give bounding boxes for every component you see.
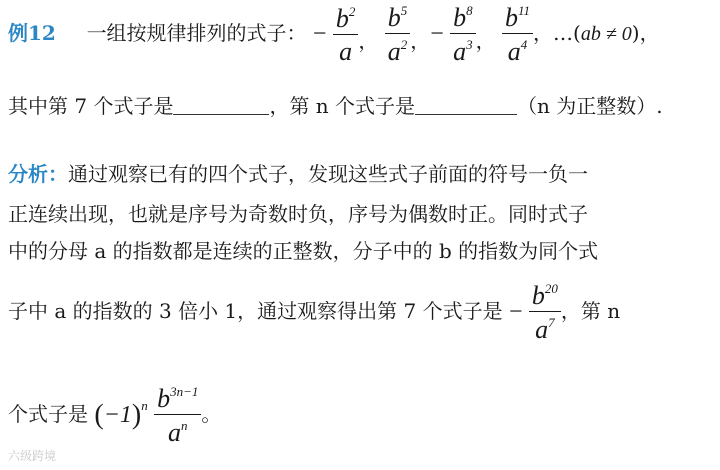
answer-n-sign: −1 [103, 402, 132, 428]
analysis-line-5: 个式子是 $(-1)^n$ $\frac{b^{3n-1}}{a^n}$ 。 [8, 384, 222, 447]
term-3-sign: − [430, 21, 444, 47]
analysis-line-3: 中的分母 a 的指数都是连续的正整数，分子中的 b 的指数为同个式 [8, 239, 599, 263]
example-intro: 一组按规律排列的式子： [86, 21, 307, 45]
answer-blank-n[interactable] [415, 98, 517, 115]
question-part-1: 其中第 7 个式子是 [8, 94, 174, 118]
example-label: 例12 [8, 21, 56, 45]
term-3-fraction: $\frac{b^8}{a^3}$ [450, 4, 476, 65]
analysis-line-1: 分析：通过观察已有的四个式子，发现这些式子前面的符号一负一 [8, 162, 588, 186]
term-4-fraction: $\frac{b^{11}}{a^4}$ [502, 4, 533, 65]
analysis-line-2: 正连续出现，也就是序号为奇数时负，序号为偶数时正。同时式子 [8, 202, 588, 226]
analysis-label: 分析： [8, 162, 68, 186]
example-line-2 [8, 90, 663, 119]
term-1-sign: − [312, 21, 327, 47]
example-close: )， [631, 21, 660, 45]
answer-n-power: n [141, 398, 148, 413]
answer-7-sign: − [508, 299, 523, 325]
answer-blank-7[interactable] [173, 98, 269, 115]
answer-7-fraction: $\frac{b^{20}}{a^7}$ [529, 282, 561, 343]
term-1-fraction: $\frac{b^2}{a}$ [333, 5, 359, 65]
answer-n-fraction: $\frac{b^{3n-1}}{a^n}$ [154, 385, 201, 446]
watermark-logo: 六级跨境 [8, 449, 57, 463]
term-2-fraction: $\frac{b^5}{a^2}$ [385, 4, 411, 65]
example-condition: ab ≠ 0 [580, 23, 632, 45]
question-part-3: （n 为正整数）. [517, 94, 663, 118]
question-part-2: ，第 n 个式子是 [269, 94, 416, 118]
example-line-1: 例12 一组按规律排列的式子： − $\frac{b^2}{a}$ ， $\frac{b^5}{a^2}$ ，− $\frac{b^8}{a^3}$ ， $\frac{b^{11}}{a^4}$ ，…(ab ≠ 0)， [8, 3, 660, 66]
example-tail: ，…( [533, 21, 581, 45]
analysis-line-4: 子中 a 的指数的 3 倍小 1，通过观察得出第 7 个式子是 − $\frac{b^{20}}{a^7}$ ，第 n [8, 281, 621, 344]
